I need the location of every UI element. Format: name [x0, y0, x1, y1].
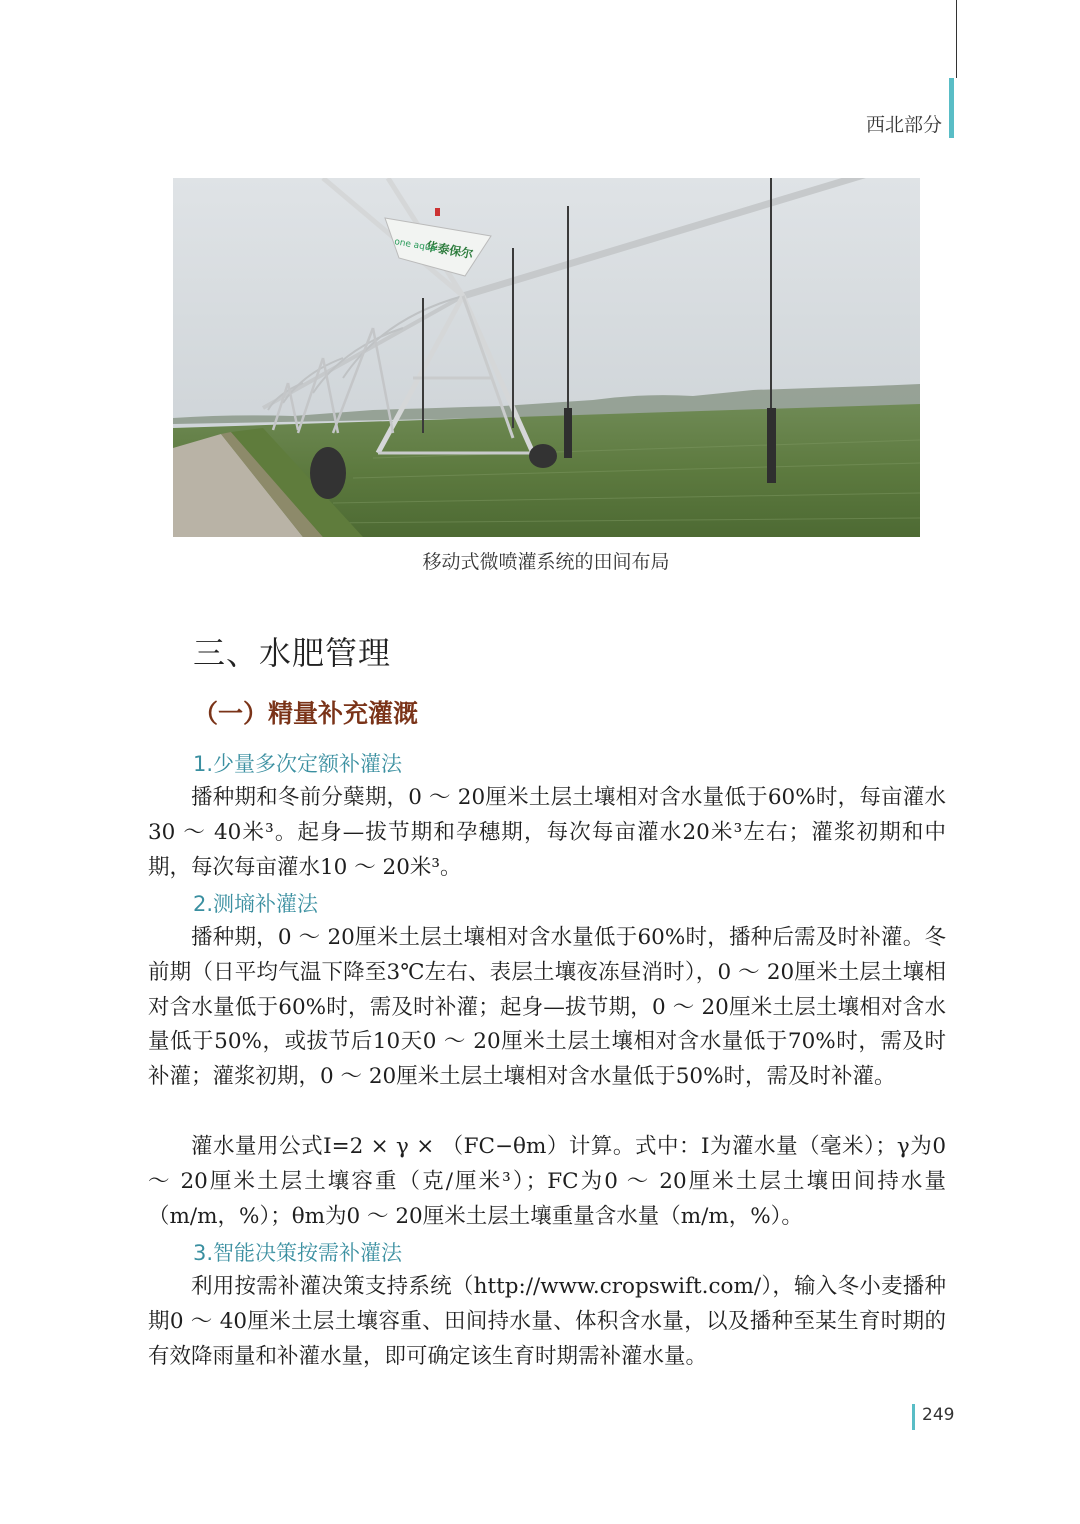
subheading-method-2: 2.测墒补灌法	[193, 892, 319, 916]
paragraph-method-1	[148, 781, 946, 885]
sign-logo-text: one aqua	[393, 237, 437, 255]
irrigation-photo	[173, 178, 920, 537]
figure-caption: 移动式微喷灌系统的田间布局	[422, 551, 670, 573]
heading-precise-irrigation: （一）精量补充灌溉	[193, 699, 419, 728]
running-header: 西北部分	[865, 114, 942, 136]
paragraph-text: 播种期，0 ～ 20厘米土层土壤相对含水量低于60%时，播种后需及时补灌。冬前期（日平均气温下降至3℃左右、表层土壤夜冻昼消时），0 ～ 20厘米土层土壤相对含水量低于60%时，需及时补灌；起身—拔节期，0 ～ 20厘米土层土壤相对含水量低于50%，或拔节后10天0 ～ 20厘米土层土壤相对含水量低于70%时，需及时补灌；灌浆初期，0 ～ 20厘米土层土壤相对含水量低于50%时，需及时补灌。	[148, 925, 946, 1090]
paragraph-text: 利用按需补灌决策支持系统（http://www.cropswift.com/），输入冬小麦播种期0 ～ 40厘米土层土壤容重、田间持水量、体积含水量，以及播种至某生育时期的有效降雨量和补灌水量，即可确定该生育时期需补灌水量。	[148, 1274, 946, 1369]
page-number: 249	[922, 1405, 955, 1425]
sign-brand-text: 华泰保尔	[424, 239, 475, 262]
heading-water-fertilizer: 三、水肥管理	[193, 634, 392, 672]
paragraph-text: 播种期和冬前分蘖期，0 ～ 20厘米土层土壤相对含水量低于60%时，每亩灌水30 ～ 40米³。起身—拔节期和孕穗期，每次每亩灌水20米³左右；灌浆初期和中期，每次每亩灌水10 ～ 20米³。	[148, 785, 946, 880]
subheading-method-3: 3.智能决策按需补灌法	[193, 1241, 403, 1265]
paragraph-method-3	[148, 1270, 946, 1374]
header-rule	[956, 0, 957, 78]
header-accent-bar	[949, 78, 954, 138]
subheading-method-1: 1.少量多次定额补灌法	[193, 752, 403, 776]
paragraph-text: 灌水量用公式I=2 × γ × （FC−θm）计算。式中：I为灌水量（毫米）；γ为0 ～ 20厘米土层土壤容重（克/厘米³）；FC为0 ～ 20厘米土层土壤田间持水量（m/m，%）；θm为0 ～ 20厘米土层土壤重量含水量（m/m，%）。	[148, 1134, 946, 1229]
paragraph-method-2-formula	[148, 1130, 946, 1234]
paragraph-method-2-a	[148, 921, 946, 1095]
page-number-bar	[912, 1404, 915, 1430]
